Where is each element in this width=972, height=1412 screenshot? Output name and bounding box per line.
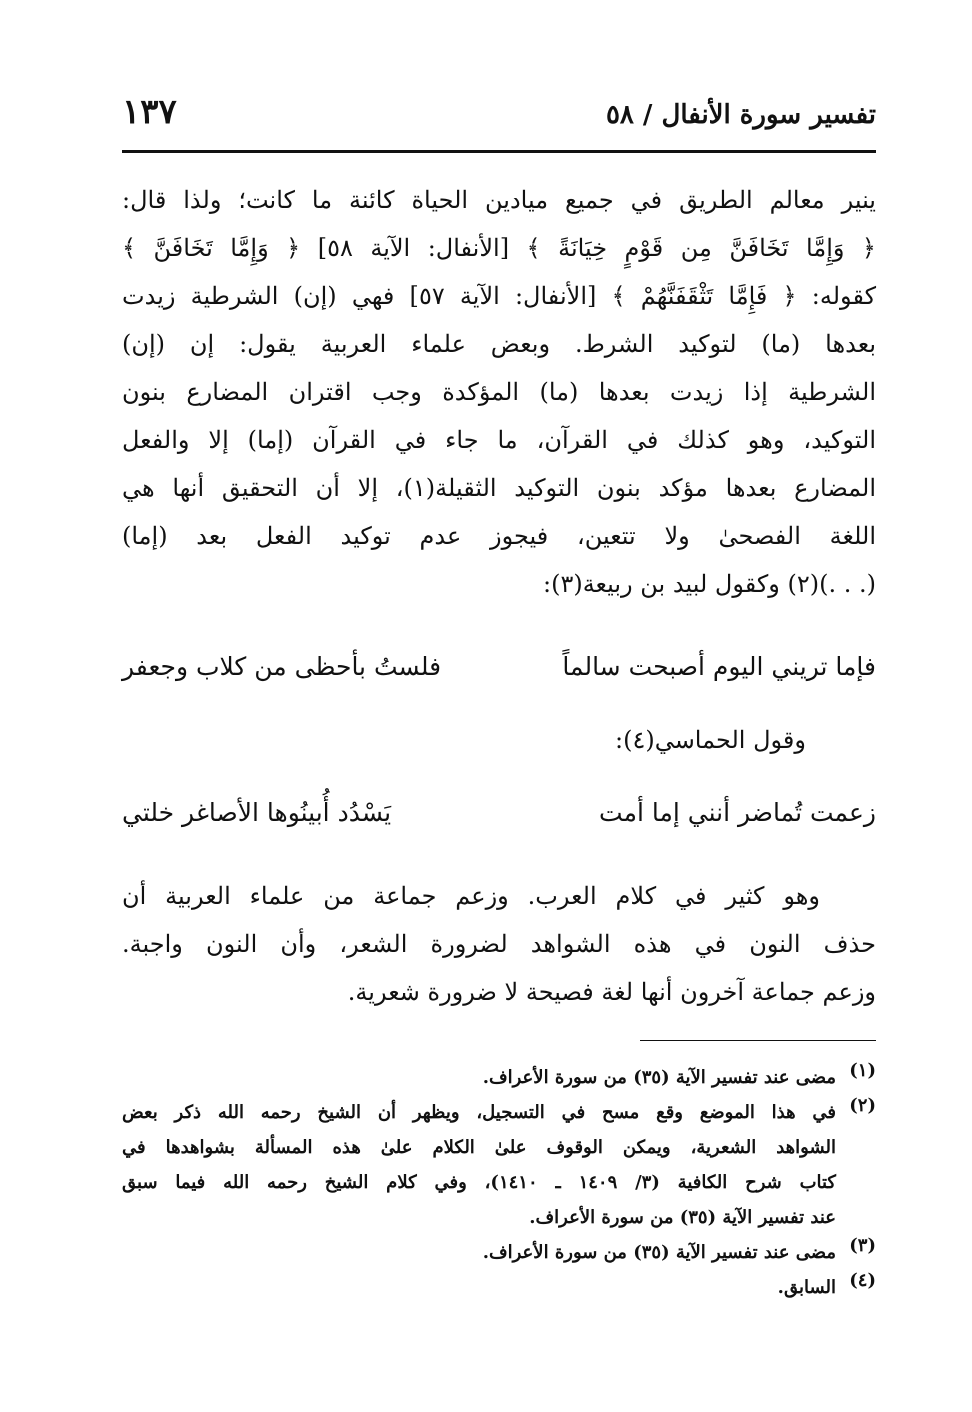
footnote-number: (٣) xyxy=(849,1235,876,1256)
page-number: ١٣٧ xyxy=(122,92,177,132)
main-text xyxy=(122,176,876,1016)
verse-hemistich: فلستُ بأحظى من كلاب وجعفر xyxy=(122,652,442,681)
header-rule xyxy=(122,150,876,153)
footnote-line: السابق. xyxy=(777,1277,836,1298)
text-line: حذف النون في هذه الشواهد لضرورة الشعر، وأن النون واجبة. xyxy=(122,930,876,958)
footnote-number: (٢) xyxy=(849,1095,876,1116)
text-line: بعدها (ما) لتوكيد الشرط. وبعض علماء العربية يقول: إن (إن) xyxy=(122,330,877,358)
footnote-rule xyxy=(640,1040,876,1041)
poetry-verse-1 xyxy=(122,630,876,704)
text-line: وهو كثير في كلام العرب. وزعم جماعة من علماء العربية أن xyxy=(122,882,820,910)
footnote-number: (١) xyxy=(849,1060,876,1081)
footnote-line: مضى عند تفسير الآية (٣٥) من سورة الأعراف. xyxy=(482,1067,836,1088)
footnote-line: الشواهد الشعرية، ويمكن الوقوف علىٰ الكلام علىٰ هذه المسألة بشواهدها في xyxy=(122,1137,836,1158)
verse-intro: وقول الحماسي(٤): xyxy=(614,726,806,754)
text-line: التوكيد، وهو كذلك في القرآن، ما جاء في القرآن (إما) إلا والفعل xyxy=(122,426,876,454)
footnote xyxy=(122,1235,876,1270)
footnote-number: (٤) xyxy=(849,1270,876,1291)
text-line: الشرطية إذا زيدت بعدها (ما) المؤكدة وجب اقتران المضارع بنون xyxy=(122,378,876,406)
footnote xyxy=(122,1095,876,1235)
verse-hemistich: يَسْدُد أُبينُوها الأصاغر خلتي xyxy=(122,798,392,827)
text-line: المضارع بعدها مؤكد بنون التوكيد الثقيلة(١)، إلا أن التحقيق أنها هي xyxy=(122,474,877,502)
poetry-verse-2 xyxy=(122,776,876,850)
verse-hemistich: فإما تريني اليوم أصبحت سالماً xyxy=(562,652,876,681)
page-header xyxy=(122,92,876,150)
text-line: كقوله: ﴿ فَإِمَّا تَثْقَفَنَّهُمْ ﴾ [الأنفال: الآية ٥٧] فهي (إن) الشرطية زيدت xyxy=(122,282,877,310)
footnote xyxy=(122,1060,876,1095)
footnote-line: مضى عند تفسير الآية (٣٥) من سورة الأعراف. xyxy=(482,1242,836,1263)
footnotes xyxy=(122,1060,876,1305)
running-title: تفسير سورة الأنفال / ٥٨ xyxy=(605,100,876,130)
footnote xyxy=(122,1270,876,1305)
text-line: (. . .)(٢) وكقول لبيد بن ربيعة(٣): xyxy=(542,570,876,598)
text-line: وزعم جماعة آخرون أنها لغة فصيحة لا ضرورة شعرية. xyxy=(347,978,876,1006)
verse-hemistich: زعمت تُماضر أنني إما أمت xyxy=(599,798,876,827)
footnote-line: كتاب شرح الكافية (٣/ ١٤٠٩ ـ ١٤١٠)، وفي كلام الشيخ رحمه الله فيما سبق xyxy=(122,1172,837,1193)
footnote-line: عند تفسير الآية (٣٥) من سورة الأعراف. xyxy=(529,1207,836,1228)
footnote-line: في هذا الموضع وقع مسح في التسجيل، ويظهر أن الشيخ رحمه الله ذكر بعض xyxy=(122,1102,836,1123)
text-line: ينير معالم الطريق في جميع ميادين الحياة كائنة ما كانت؛ ولذا قال: xyxy=(122,186,876,214)
text-line: ﴿ وَإِمَّا تَخَافَنَّ مِن قَوْمٍ خِيَانَةً ﴾ [الأنفال: الآية ٥٨] ﴿ وَإِمَّا تَخَافَنَّ ﴾ xyxy=(122,234,876,262)
text-line: اللغة الفصحىٰ ولا تتعين، فيجوز عدم توكيد الفعل بعد (إما) xyxy=(122,522,876,550)
